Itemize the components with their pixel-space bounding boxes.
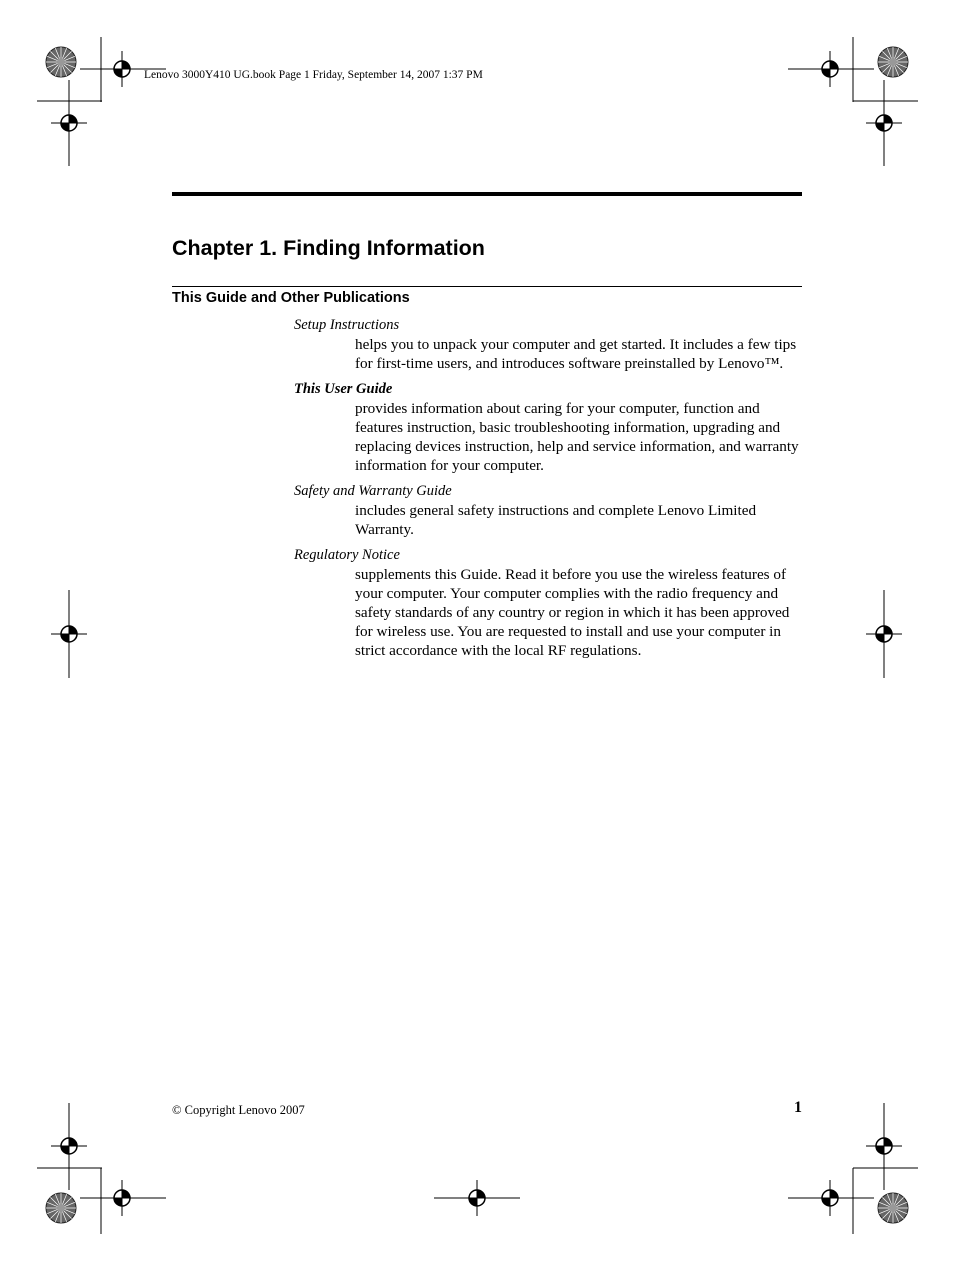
chapter-title: Chapter 1. Finding Information — [172, 236, 485, 260]
publication-description: supplements this Guide. Read it before you use the wireless features of your computer. Your computer complies with the radio frequency and safety standards of any country or region in which it has been approved for wireless use. You are requested to install and use your computer in strict accordance with the local RF regulations. — [355, 566, 790, 659]
publication-item — [294, 380, 804, 475]
publication-title: Regulatory Notice — [294, 547, 400, 563]
publication-description: helps you to unpack your computer and get started. It includes a few tips for first-time users, and introduces software preinstalled by Lenovo™. — [355, 336, 797, 372]
publication-title: Setup Instructions — [294, 317, 400, 333]
publication-title: Safety and Warranty Guide — [294, 483, 452, 499]
page-number: 1 — [794, 1099, 802, 1116]
publication-title: This User Guide — [294, 381, 393, 397]
publication-list — [294, 316, 804, 667]
copyright-notice: © Copyright Lenovo 2007 — [172, 1103, 305, 1117]
section-rule — [172, 286, 802, 287]
publication-description: includes general safety instructions and complete Lenovo Limited Warranty. — [355, 502, 757, 538]
publication-item — [294, 546, 804, 660]
publication-item — [294, 482, 804, 539]
book-slug: Lenovo 3000Y410 UG.book Page 1 Friday, September 14, 2007 1:37 PM — [144, 69, 483, 81]
publication-description: provides information about caring for your computer, function and features instruction, basic troubleshooting information, upgrading and replacing devices instruction, help and service information, and warranty information for your computer. — [355, 400, 799, 474]
section-title: This Guide and Other Publications — [172, 290, 410, 306]
chapter-rule — [172, 192, 802, 196]
publication-item — [294, 316, 804, 373]
